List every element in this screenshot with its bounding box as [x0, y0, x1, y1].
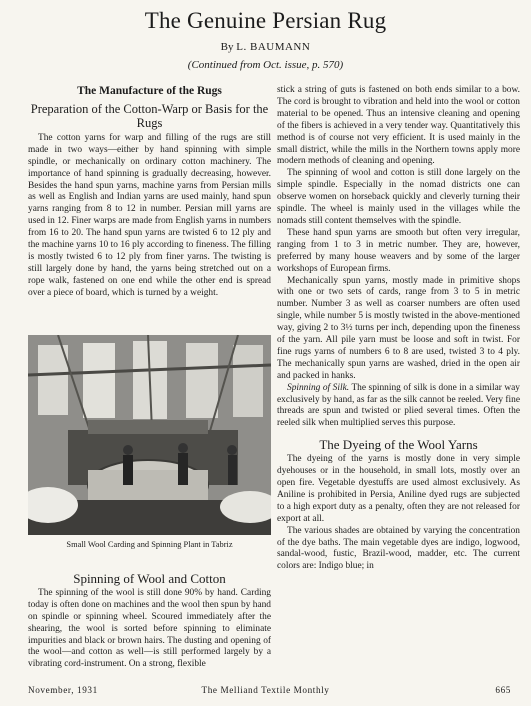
footer-page-number: 665 — [495, 685, 511, 695]
paragraph: These hand spun yarns are smooth but often very irregular, ranging from 1 to 3 in metric number. They are, however, preferred by many house weavers and by some of the larger workshops of European firms. — [277, 227, 520, 274]
paragraph: stick a string of guts is fastened on both ends similar to a bow. The cord is brought to vibration and held into the wool or cotton material to be opened. Thus an intensive cleaning and opening of the fibers is achieved in a very tender way. Quantitatively this method is of course not very efficient. It is used mainly in the small district, while the mills in the Northern towns apply more modern methods of cleaning and opening. — [277, 85, 520, 167]
section-heading-spinning: Spinning of Wool and Cotton — [73, 571, 226, 586]
section-heading-manufacture: The Manufacture of the Rugs — [77, 85, 222, 97]
byline — [0, 41, 531, 53]
silk-lead: Spinning of Silk. — [287, 382, 350, 393]
right-column — [277, 85, 520, 573]
byline-prefix: By — [220, 41, 237, 53]
article-title: The Genuine Persian Rug — [144, 8, 387, 33]
paragraph: Mechanically spun yarns, mostly made in primitive shops with one or two sets of cards, range from 3 to 5 in metric number. Number 3 as well as coarser numbers are often used single, while number 5 is mostly twisted in the above-mentioned way, giving 2 to 3½ turns per inch, depending upon the fineness of the yarn. All pile yarn must be loose and soft in twist. For fine rugs yarns of numbers 6 to 8 are used, twisted 3 to 4 ply. The mechanically spun yarns are washed, dried in the open air and packed in hanks. — [277, 275, 520, 381]
subheading-cotton-warp: Preparation of the Cotton-Warp or Basis for the Rugs — [30, 101, 269, 130]
footer-date: November, 1931 — [28, 685, 98, 695]
paragraph: The spinning of the wool is still done 90% by hand. Carding today is often done on machines and the wool then spun by hand on spindle or spinning wheel. Scoured immediately after the shearing, the wool is sorted before spinning to eliminate impurities and black or brown hairs. The dusting and opening of the wool—and cotton as well—is still performed largely by a vibrating cord-instrument. On a strong, flexible — [28, 587, 271, 670]
paragraph: The various shades are obtained by varying the concentration of the dye baths. The main vegetable dyes are indigo, logwood, sandal-wood, fustic, Brazil-wood, madder, etc. The current colors are: Indigo blue; in — [277, 525, 520, 572]
paragraph: The cotton yarns for warp and filling of the rugs are still made in two ways—either by hand spinning with simple spindle, or mechanically on ordinary cotton machinery. The importance of hand spinning is gradually decreasing, however. Besides the hand spun yarns, machine yarns from Persian mills as well as English and Indian yarns are used mainly, hand spun yarns ranging from 8 to 12 in number. Persian mill yarns are used in 12. Finer warps are made from English yarns in numbers from 16 to 20. The hand spun yarns are twisted 6 to 12 ply and the machine yarns 10 to 16 ply according to fineness. The filling is mostly twisted 6 to 12 ply from finer yarns. The twisting is still largely done by hand, the yarns being stretched out on a rope walk, fastened on one end while the other end is spread over a piece of board, which is turned by a weight. — [28, 132, 271, 298]
photo-caption: Small Wool Carding and Spinning Plant in Tabriz — [66, 540, 233, 549]
paragraph: The dyeing of the yarns is mostly done in very simple dyehouses or in the household, in small lots, mostly over an open fire. Vegetable dyestuffs are used almost exclusively. As Aniline is prohibited in Persia, Aniline dyed rugs are subjected to a high export duty as a penalty, often they are not released for export at all. — [277, 454, 520, 524]
left-column-bottom — [28, 573, 271, 671]
footer-journal: The Melliand Textile Monthly — [201, 685, 330, 695]
paragraph: The spinning of wool and cotton is still done largely on the simple spindle. Especially in the nomad districts one can observe women on horseback quickly and cleverly turning their spindle. The wheel is mainly used in the villages while the nomads still content themselves with the spindle. — [277, 168, 520, 226]
section-heading-dyeing: The Dyeing of the Wool Yarns — [319, 437, 478, 453]
continued-note: (Continued from Oct. issue, p. 570) — [187, 59, 344, 71]
photo-illustration — [28, 335, 271, 535]
left-column-top — [28, 86, 271, 300]
silk-text: The spinning of silk is done in a similar way exclusively by hand, as far as the silk cannot be reeled. Very fine threads are spun and twisted or plied several times. Often the reeled silk when multiplied serves this purpose. — [277, 382, 520, 429]
author-name: L. BAUMANN — [236, 41, 311, 53]
paragraph-silk — [277, 383, 520, 431]
photograph-wool-carding-plant — [28, 335, 271, 535]
